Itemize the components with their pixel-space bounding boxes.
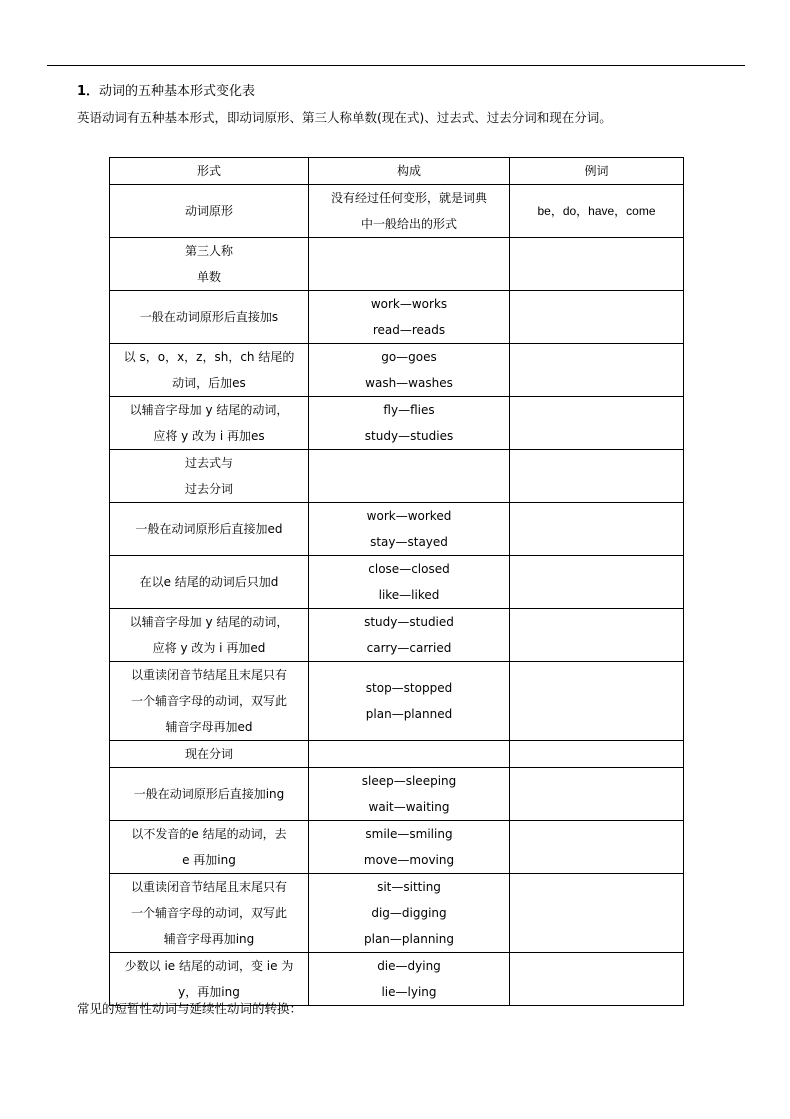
construction-cell-line: work—works [370,297,448,311]
construction-cell [309,397,510,450]
examples-cell [510,741,684,768]
form-cell [110,609,309,662]
construction-cell-line: dig—digging [371,906,447,920]
form-cell-line: 少数以 ie 结尾的动词，变 ie 为 [124,959,294,973]
construction-cell-line: plan—planning [364,932,454,946]
construction-cell-line: carry—carried [366,641,452,655]
table-row [110,556,684,609]
form-cell [110,185,309,238]
construction-cell-line: read—reads [372,323,446,337]
construction-cell-line: die—dying [377,959,441,973]
form-cell-line: 以重读闭音节结尾且末尾只有 [130,668,287,682]
form-cell-line: 以辅音字母加 y 结尾的动词， [129,615,289,629]
table-row [110,503,684,556]
examples-cell [510,344,684,397]
form-cell-line: 单数 [196,270,221,284]
construction-cell [309,344,510,397]
form-cell-line: 过去式与 [184,456,233,470]
form-cell-line: 动词，后加es [172,376,246,390]
form-cell-line: 辅音字母再加ed [165,720,253,734]
examples-cell [510,662,684,741]
form-cell [110,953,309,1006]
section-heading [77,84,255,100]
construction-cell [309,874,510,953]
examples-cell [510,821,684,874]
construction-cell-line: like—liked [378,588,440,602]
form-cell [110,344,309,397]
examples-cell-line: be，do，have，come [537,204,656,218]
form-cell-line: e 再加ing [182,853,236,867]
construction-cell-line: stay—stayed [370,535,448,549]
construction-cell [309,185,510,238]
header-construction: 构成 [309,158,510,185]
construction-cell-line: sleep—sleeping [361,774,457,788]
examples-cell [510,609,684,662]
construction-cell-line: work—worked [366,509,452,523]
form-cell-line: 以 s，o，x，z，sh，ch 结尾的 [123,350,295,364]
construction-cell-line: lie—lying [381,985,437,999]
table-row [110,238,684,291]
table-row [110,185,684,238]
form-cell [110,397,309,450]
table-row [110,291,684,344]
intro-paragraph: 英语动词有五种基本形式，即动词原形、第三人称单数(现在式)、过去式、过去分词和现在分词。 [77,110,612,125]
construction-cell [309,768,510,821]
table-body [110,185,684,1006]
verb-forms-table [109,157,684,1006]
form-cell-line: 动词原形 [184,204,233,218]
table-row [110,768,684,821]
construction-cell-line: fly—flies [383,403,435,417]
examples-cell [510,185,684,238]
form-cell [110,741,309,768]
form-cell-line: 以辅音字母加 y 结尾的动词， [129,403,289,417]
form-cell-line: 现在分词 [184,747,233,761]
table-row [110,741,684,768]
construction-cell-line: wash—washes [365,376,453,390]
table-row [110,874,684,953]
construction-cell [309,953,510,1006]
table-row [110,450,684,503]
header-examples: 例词 [510,158,684,185]
form-cell-line: 一般在动词原形后直接加ed [135,522,283,536]
construction-cell-line: 中一般给出的形式 [360,217,457,231]
examples-cell [510,556,684,609]
construction-cell-line: 没有经过任何变形，就是词典 [330,191,487,205]
form-cell-line: 在以e 结尾的动词后只加d [139,575,279,589]
construction-cell [309,741,510,768]
form-cell [110,874,309,953]
table-row [110,344,684,397]
form-cell [110,768,309,821]
examples-cell [510,450,684,503]
table-row [110,953,684,1006]
form-cell [110,450,309,503]
construction-cell-line: plan—planned [365,707,453,721]
form-cell-line: 一般在动词原形后直接加s [139,310,279,324]
form-cell-line: 应将 y 改为 i 再加ed [152,641,266,655]
form-cell [110,662,309,741]
form-cell-line: 一个辅音字母的动词，双写此 [130,694,287,708]
form-cell-line: 第三人称 [184,244,233,258]
form-cell-line: 以重读闭音节结尾且末尾只有 [130,880,287,894]
construction-cell [309,503,510,556]
construction-cell [309,238,510,291]
examples-cell [510,291,684,344]
examples-cell [510,953,684,1006]
examples-cell [510,238,684,291]
construction-cell-line: study—studied [364,615,454,629]
form-cell-line: 过去分词 [184,482,233,496]
form-cell [110,556,309,609]
table-header-row [110,158,684,185]
examples-cell [510,397,684,450]
form-cell-line: 应将 y 改为 i 再加es [153,429,265,443]
construction-cell [309,609,510,662]
table-row [110,662,684,741]
construction-cell [309,291,510,344]
construction-cell [309,450,510,503]
section-number: 1． [77,84,100,99]
form-cell [110,238,309,291]
form-cell-line: 以不发音的e 结尾的动词，去 [131,827,287,841]
form-cell-line: 一个辅音字母的动词，双写此 [130,906,287,920]
form-cell [110,291,309,344]
top-rule [47,65,745,66]
construction-cell-line: smile—smiling [365,827,453,841]
form-cell-line: 一般在动词原形后直接加ing [133,787,285,801]
table-row [110,609,684,662]
examples-cell [510,874,684,953]
construction-cell [309,662,510,741]
form-cell [110,503,309,556]
construction-cell-line: wait—waiting [368,800,450,814]
footer-text: 常见的短暂性动词与延续性动词的转换： [77,1001,303,1016]
form-cell [110,821,309,874]
construction-cell-line: close—closed [368,562,450,576]
examples-cell [510,768,684,821]
table-row [110,821,684,874]
construction-cell-line: move—moving [363,853,455,867]
form-cell-line: 辅音字母再加ing [163,932,255,946]
construction-cell-line: sit—sitting [377,880,441,894]
construction-cell [309,556,510,609]
examples-cell [510,503,684,556]
section-title: 动词的五种基本形式变化表 [99,84,256,99]
construction-cell [309,821,510,874]
construction-cell-line: study—studies [364,429,454,443]
construction-cell-line: go—goes [381,350,437,364]
table-row [110,397,684,450]
header-form: 形式 [110,158,309,185]
construction-cell-line: stop—stopped [365,681,453,695]
form-cell-line: y，再加ing [178,985,240,999]
